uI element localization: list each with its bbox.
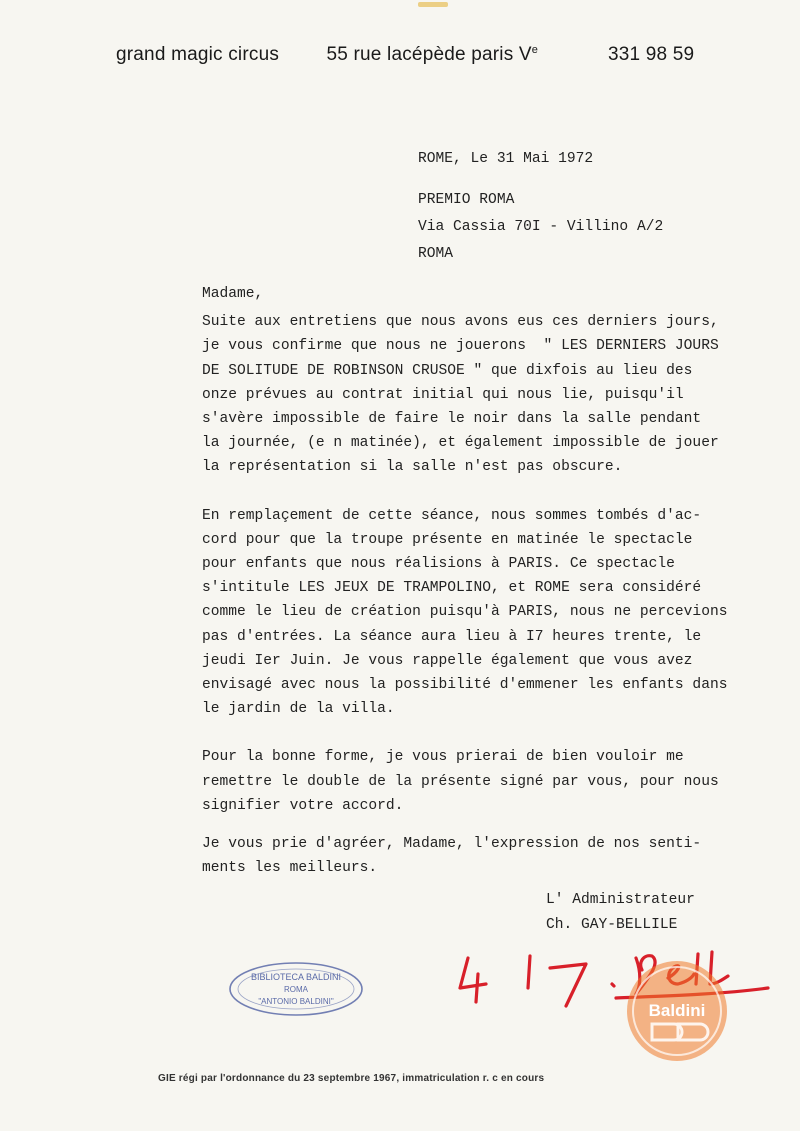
- legal-footer: GIE régi par l'ordonnance du 23 septembre 1967, immatriculation r. c en cours: [158, 1073, 545, 1084]
- paragraph1-line: DE SOLITUDE DE ROBINSON CRUSOE " que dixfois au lieu des: [202, 362, 693, 379]
- paragraph3-line: Pour la bonne forme, je vous prierai de bien vouloir me: [202, 749, 684, 766]
- spacer: [202, 480, 762, 504]
- paragraph1-line: s'avère impossible de faire le noir dans la salle pendant: [202, 411, 702, 428]
- paragraph4-line: Je vous prie d'agréer, Madame, l'expression de nos senti-: [202, 836, 702, 853]
- heading-block: [418, 146, 663, 268]
- letterhead-company: grand magic circus: [116, 44, 280, 66]
- signatory-name: Ch. GAY-BELLILE: [546, 917, 678, 933]
- letterhead: [116, 44, 694, 66]
- paragraph1-line: onze prévues au contrat initial qui nous lie, puisqu'il: [202, 386, 684, 403]
- spacer: [202, 818, 762, 832]
- paper-mark: [418, 2, 448, 7]
- paragraph2-line: comme le lieu de création puisqu'à PARIS, nous ne percevions: [202, 604, 728, 621]
- paragraph1-line: je vous confirme que nous ne jouerons " LES DERNIERS JOURS: [202, 338, 719, 355]
- letterhead-address-text: 55 rue lacépède paris V: [326, 44, 532, 66]
- letterhead-address: [326, 44, 602, 66]
- paragraph1-line: la représentation si la salle n'est pas obscure.: [202, 459, 623, 476]
- paragraph2-line: En remplaçement de cette séance, nous sommes tombés d'ac-: [202, 507, 702, 524]
- paragraph4-line: ments les meilleurs.: [202, 860, 378, 877]
- letter-body: [202, 282, 762, 880]
- stamp-text-bottom: "ANTONIO BALDINI": [258, 997, 334, 1006]
- recipient-line: Via Cassia 70I - Villino A/2: [418, 219, 664, 235]
- paragraph2-line: le jardin de la villa.: [202, 701, 395, 718]
- recipient-line: ROMA: [418, 246, 454, 262]
- stamp-text-top: BIBLIOTECA BALDINI: [250, 972, 342, 982]
- paragraph2-line: envisagé avec nous la possibilité d'emmener les enfants dans: [202, 677, 728, 694]
- paragraph2-line: s'intitule LES JEUX DE TRAMPOLINO, et ROME sera considéré: [202, 580, 702, 597]
- signatory-title: L' Administrateur: [546, 892, 695, 908]
- paragraph3-line: remettre le double de la présente signé par vous, pour nous: [202, 773, 719, 790]
- library-stamp: [226, 960, 366, 1018]
- paragraph1-line: Suite aux entretiens que nous avons eus ces derniers jours,: [202, 314, 719, 331]
- signature-block: [546, 888, 695, 938]
- stamp-text-middle: ROMA: [284, 985, 308, 994]
- logo-text: Baldini: [648, 1001, 706, 1020]
- paragraph2-line: jeudi Ier Juin. Je vous rappelle également que vous avez: [202, 652, 693, 669]
- baldini-watermark-logo: [622, 956, 732, 1066]
- letterhead-address-sup: e: [531, 44, 539, 56]
- recipient-line: PREMIO ROMA: [418, 192, 515, 208]
- salutation: Madame,: [202, 286, 264, 302]
- paragraph1-line: la journée, (e n matinée), et également impossible de jouer: [202, 435, 719, 452]
- spacer: [202, 721, 762, 745]
- letterhead-phone: 331 98 59: [607, 44, 695, 66]
- paragraph2-line: cord pour que la troupe présente en matinée le spectacle: [202, 531, 693, 548]
- letter-date: ROME, Le 31 Mai 1972: [418, 151, 594, 167]
- paragraph2-line: pour enfants que nous réalisions à PARIS. Ce spectacle: [202, 556, 675, 573]
- paragraph2-line: pas d'entrées. La séance aura lieu à I7 heures trente, le: [202, 628, 702, 645]
- paragraph3-line: signifier votre accord.: [202, 797, 404, 814]
